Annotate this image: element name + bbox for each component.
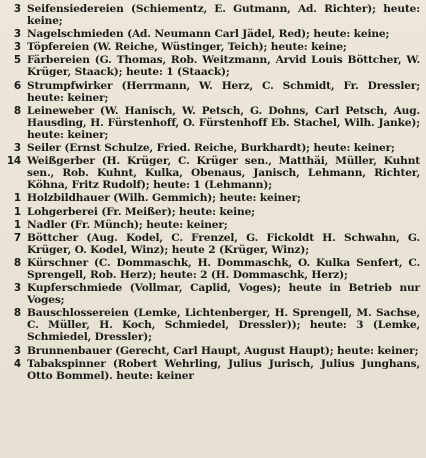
trade-name: Seifensiedereien (27, 3, 124, 15)
entry-details: (W. Hanisch, W. Petsch, G. Dohns, Carl Petsch, Aug. Hausding, H. Fürstenhoff, O. Fürstenhoff Eb. Stachel, Wilh. Janke); heute: keiner; (27, 104, 420, 141)
entry-count: 1 (13, 192, 21, 205)
entry-details: (Fr. Meißer); heute: keine; (97, 205, 255, 218)
list-item (5, 80, 420, 104)
entry-text (27, 206, 420, 218)
trade-name: Töpfereien (27, 41, 90, 54)
entry-details: (W. Reiche, Wüstinger, Teich); heute: keine; (89, 41, 347, 54)
entry-text (27, 345, 420, 357)
entry-details: (Ad. Neumann Carl Jädel, Red); heute: keine; (123, 28, 390, 41)
list-item (5, 307, 420, 343)
entry-text (27, 219, 420, 231)
entry-text (27, 307, 420, 343)
list-item (5, 206, 420, 218)
list-item (5, 358, 420, 382)
entry-details: (G. Thomas, Rob. Weitzmann, Arvid Louis Böttcher, W. Krüger, Staack); heute: 1 (Staack); (27, 54, 420, 79)
trade-name: Böttcher (27, 231, 79, 244)
entry-text (27, 54, 420, 78)
list-item (5, 28, 420, 40)
entry-details: (Ernst Schulze, Fried. Reiche, Burkhardt); heute: keiner; (60, 142, 395, 155)
entry-count: 5 (13, 54, 21, 67)
entry-text (27, 155, 420, 191)
list-item (5, 41, 420, 53)
entry-details: (C. Dommaschk, H. Dommaschk, O. Kulka Senfert, C. Sprengell, Rob. Herz); heute: 2 (H. Dommaschk, Herz); (27, 256, 420, 281)
trade-name: Strumpfwirker (27, 79, 113, 92)
entry-text (27, 282, 420, 306)
entry-details: (Fr. Münch); heute: keiner; (66, 218, 228, 231)
entry-details: (Schiementz, E. Gutmann, Ad. Richter); heute: keine; (27, 3, 420, 28)
list-item (5, 105, 420, 141)
list-item (5, 232, 420, 256)
entry-count: 8 (13, 307, 21, 320)
trade-name: Weißgerber (27, 155, 95, 168)
trade-name: Kürschner (27, 256, 89, 269)
entry-count: 1 (13, 205, 21, 218)
entry-count: 3 (13, 41, 21, 54)
entry-text (27, 192, 420, 204)
entry-details: (H. Krüger, C. Krüger sen., Matthäi, Müller, Kuhnt sen., Rob. Kuhnt, Kulka, Obenaus, Janisch, Lehmann, Richter, Köhna, Fritz Rudolf); heute: 1 (Lehmann); (27, 155, 420, 192)
entry-details: (Herrmann, W. Herz, C. Schmidt, Fr. Dressler; heute: keiner; (27, 79, 420, 104)
entry-details: (Lemke, Lichtenberger, H. Sprengell, M. Sachse, C. Müller, H. Koch, Schmiedel, Dressler)); heute: 3 (Lemke, Schmiedel, Dressler); (27, 307, 420, 344)
list-item (5, 155, 420, 191)
entry-count: 3 (13, 282, 21, 295)
list-item (5, 282, 420, 306)
list-item (5, 257, 420, 281)
entry-text (27, 142, 420, 154)
entry-text (27, 257, 420, 281)
trade-name: Lohgerberei (27, 205, 98, 218)
entry-text (27, 358, 420, 382)
entry-details: (Wilh. Gemmich); heute: keiner; (109, 192, 301, 205)
entry-text (27, 28, 420, 40)
trade-name: Holzbildhauer (27, 192, 110, 205)
trade-name: Nagelschmieden (27, 28, 124, 41)
list-item (5, 3, 420, 27)
entry-count: 3 (13, 3, 21, 15)
entry-text (27, 3, 420, 27)
entry-count: 4 (13, 357, 21, 370)
entry-text (27, 232, 420, 256)
entry-count: 3 (13, 142, 21, 155)
trade-name: Tabakspinner (27, 357, 106, 370)
list-item (5, 345, 420, 357)
entry-count: 6 (13, 79, 21, 92)
list-item (5, 192, 420, 204)
trade-name: Nadler (27, 218, 67, 231)
entry-count: 14 (6, 155, 21, 168)
entry-text (27, 80, 420, 104)
entry-count: 1 (13, 218, 21, 231)
trade-name: Leineweber (27, 104, 94, 117)
list-item (5, 219, 420, 231)
entry-details: (Gerecht, Carl Haupt, August Haupt); heute: keiner; (111, 344, 419, 357)
entry-count: 8 (13, 256, 21, 269)
trade-name: Kupferschmiede (27, 282, 123, 295)
trade-name: Seiler (27, 142, 61, 155)
entry-details: (Robert Wehrling, Julius Jurisch, Julius Junghans, Otto Bommel). heute: keiner (27, 357, 420, 382)
entry-count: 3 (13, 28, 21, 41)
list-item (5, 54, 420, 78)
entry-count: 7 (13, 231, 21, 244)
entry-text (27, 41, 420, 53)
entry-count: 3 (13, 344, 21, 357)
entry-details: (Vollmar, Caplid, Voges); heute in Betrieb nur Voges; (27, 282, 420, 307)
trade-name: Bauschlossereien (27, 307, 129, 320)
entry-details: (Aug. Kodel, C. Frenzel, G. Fickoldt H. Schwahn, G. Krüger, O. Kodel, Winz); heute 2 (Krüger, Winz); (27, 231, 420, 256)
list-item (5, 142, 420, 154)
entry-count: 8 (13, 104, 21, 117)
entry-text (27, 105, 420, 141)
trade-name: Färbereien (27, 54, 90, 67)
trade-name: Brunnenbauer (27, 344, 112, 357)
